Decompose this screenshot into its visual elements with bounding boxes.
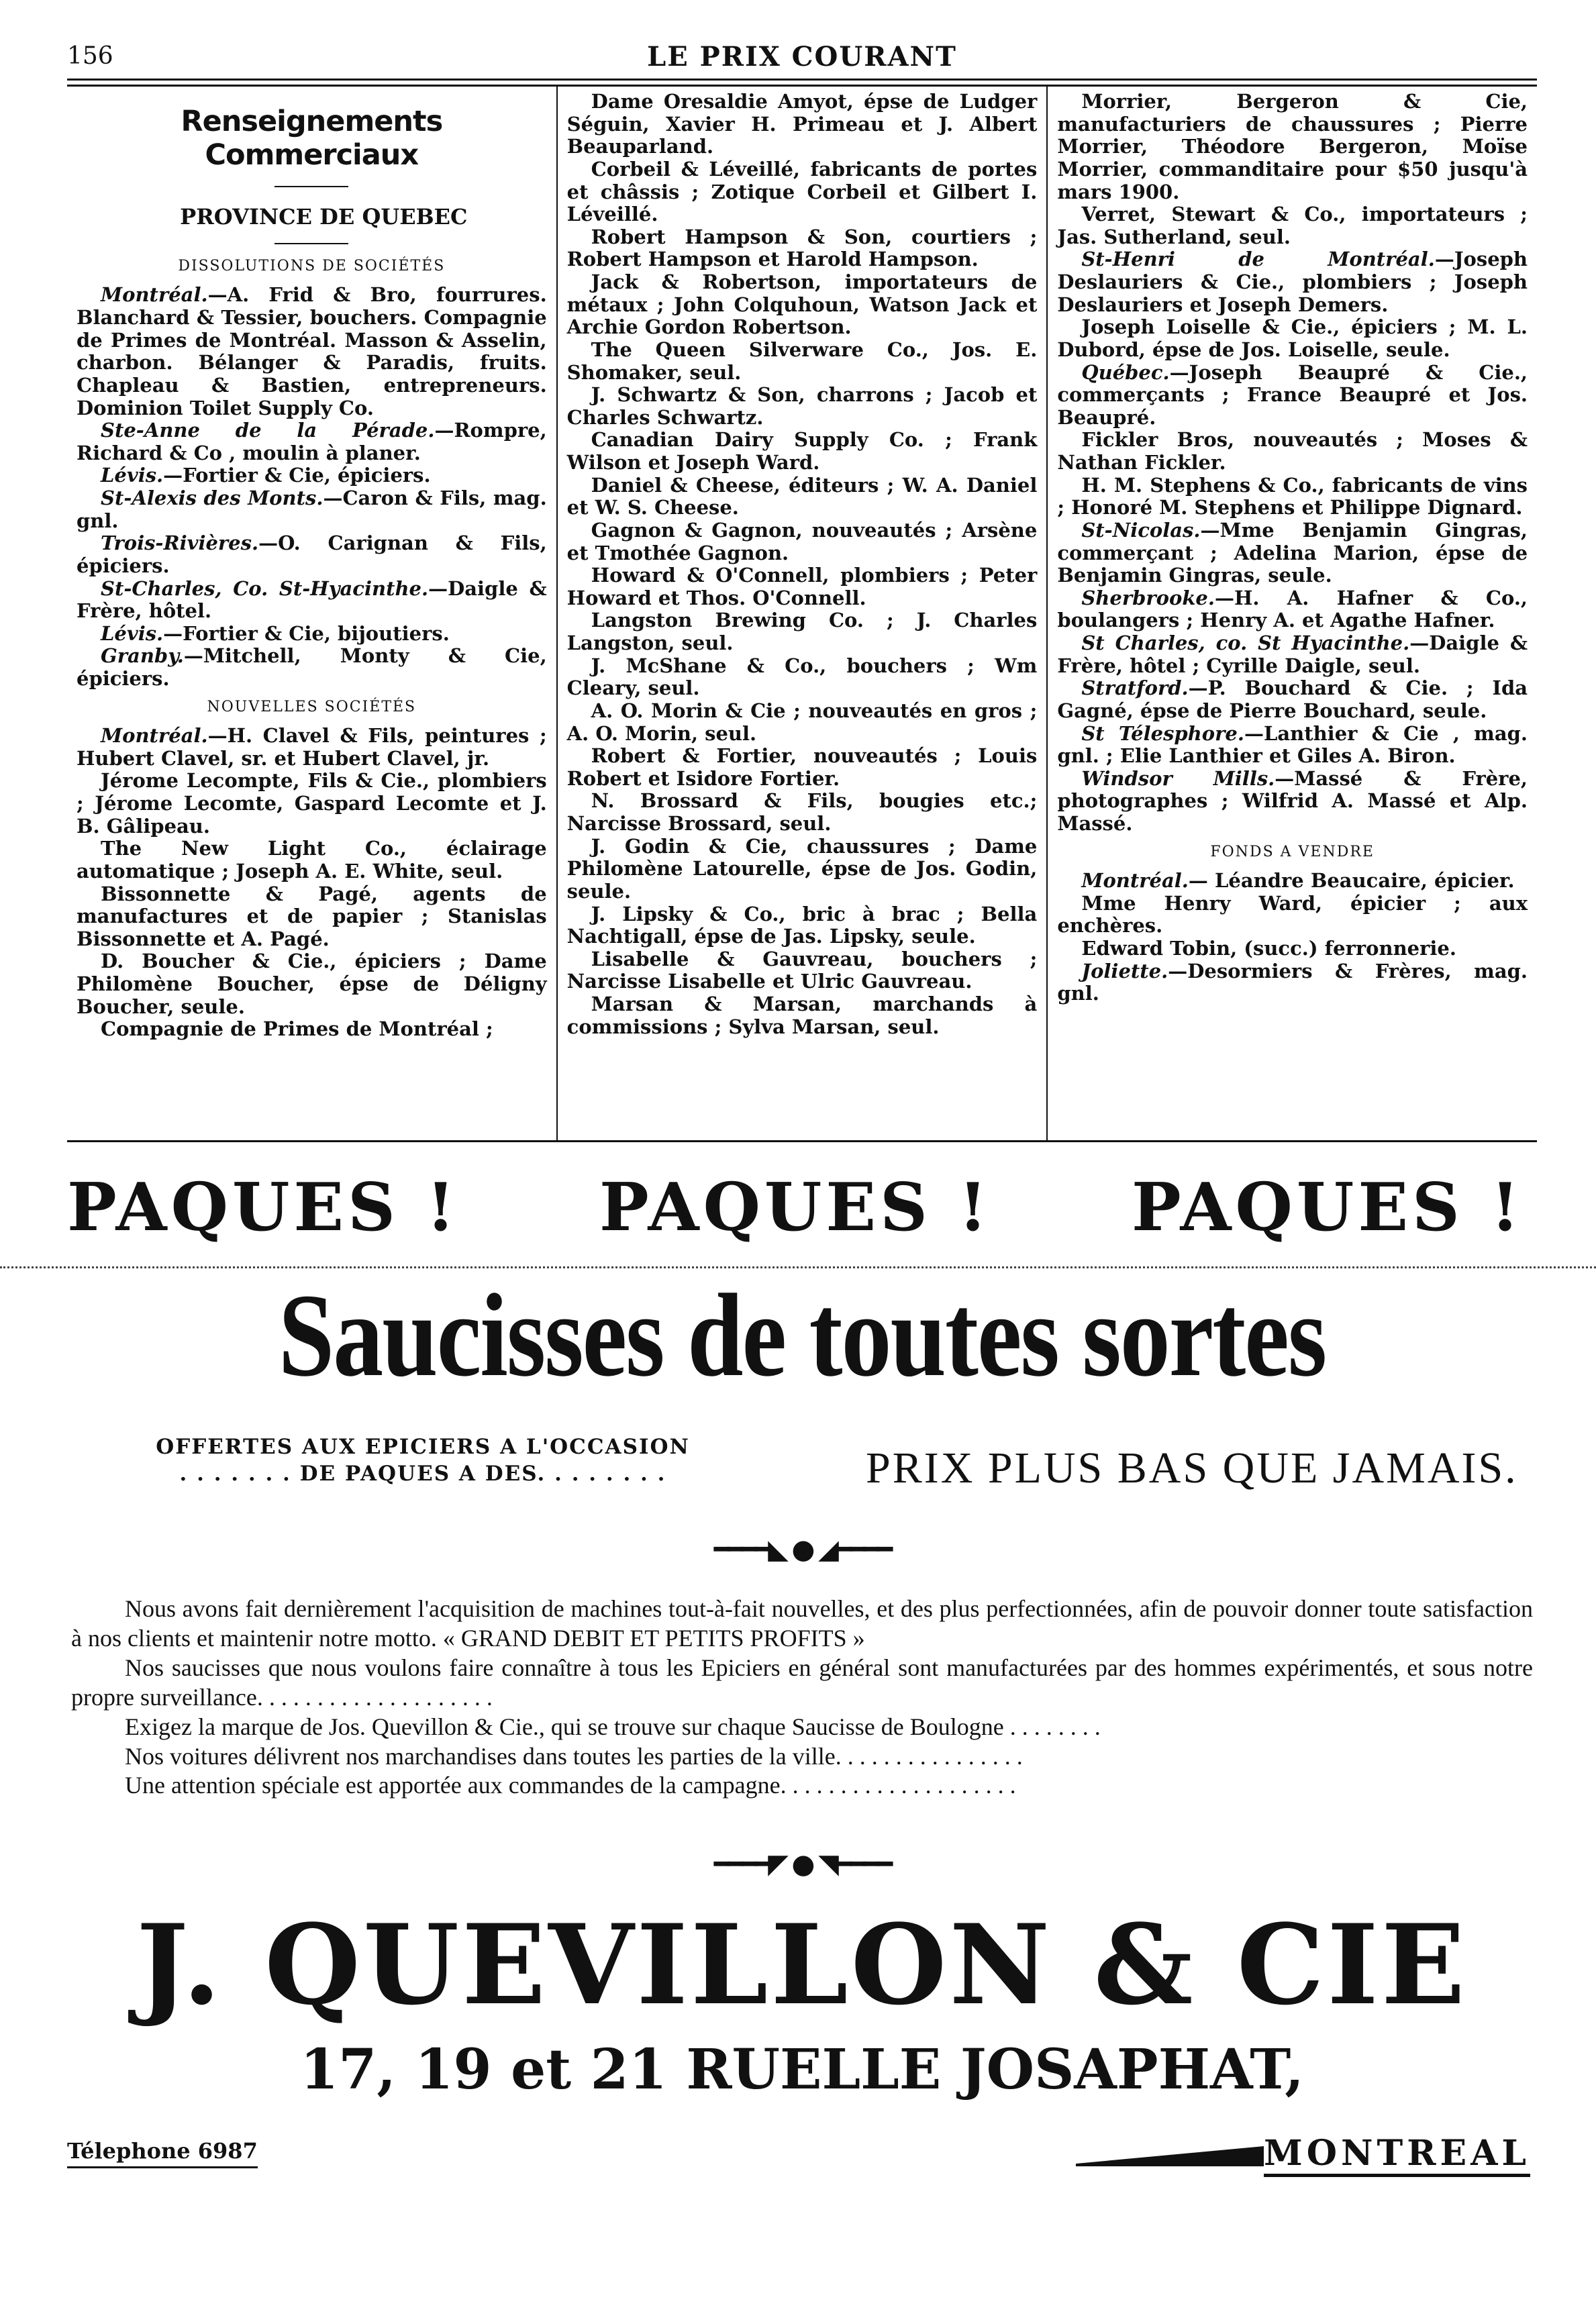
entry bbox=[1057, 91, 1528, 203]
dissolutions-list bbox=[77, 284, 547, 690]
place-name: St-Charles, Co. St-Hyacinthe. bbox=[101, 576, 429, 600]
city-block bbox=[1076, 2133, 1530, 2177]
company-name: J. QUEVILLON & CIE bbox=[136, 1900, 1468, 2030]
header-rule bbox=[67, 79, 1537, 87]
nouvelles-heading: NOUVELLES SOCIÉTÉS bbox=[207, 698, 417, 715]
entry-text: Morrier, Bergeron & Cie, manufacturiers de chaussures ; Pierre Morrier, Théodore Bergeron, Moïse Morrier, commanditaire pour $50 jusqu'à mars 1900. bbox=[1057, 90, 1528, 203]
offer-line-1: OFFERTES AUX EPICIERS A L'OCCASION bbox=[156, 1435, 690, 1459]
entry-text: —Joseph Beaupré & Cie., commerçants ; France Beaupré et Jos. Beaupré. bbox=[1057, 360, 1528, 429]
entry: The Queen Silverware Co., Jos. E. Shomaker, seul. bbox=[566, 338, 1038, 384]
entry bbox=[1057, 203, 1528, 248]
entry bbox=[77, 532, 547, 577]
ad-paragraph: Nous avons fait dernièrement l'acquisition de machines tout-à-fait nouvelles, et des plus perfectionnées, afin de pouvoir donner toute satisfaction à nos clients et maintenir notre motto. « GRAND DEBIT ET PETITS PROFITS » bbox=[71, 1595, 1533, 1652]
entry-text: —Massé & Frère, photographes ; Wilfrid A. Massé et Alp. Massé. bbox=[1057, 766, 1528, 835]
entry-text: —Mme Benjamin Gingras, commerçant ; Adelina Marion, épse de Benjamin Gingras, seule. bbox=[1057, 518, 1528, 587]
entry-text: Joseph Loiselle & Cie., épiciers ; M. L. Dubord, épse de Jos. Loiselle, seule. bbox=[1057, 315, 1528, 361]
entry-text: Verret, Stewart & Co., importateurs ; Jas. Sutherland, seul. bbox=[1057, 203, 1528, 248]
entry-text: —Fortier & Cie, bijoutiers. bbox=[163, 621, 450, 645]
column-1 bbox=[67, 87, 556, 1140]
entry-text: —Mitchell, Monty & Cie, épiciers. bbox=[77, 644, 547, 690]
place-name: Windsor Mills. bbox=[1081, 766, 1275, 790]
newspaper-page bbox=[67, 37, 1537, 2320]
offer-line-2: . . . . . . . DE PAQUES A DES. . . . . . . . bbox=[179, 1462, 666, 1486]
entry bbox=[1057, 429, 1528, 474]
entry bbox=[1057, 960, 1528, 1005]
place-name: Sherbrooke. bbox=[1081, 586, 1215, 609]
place-name: Lévis. bbox=[101, 464, 164, 487]
entry-text: —Fortier & Cie, épiciers. bbox=[163, 464, 431, 487]
entry-text: — Léandre Beaucaire, épicier. bbox=[1188, 869, 1515, 893]
entry-text: —Daigle & Frère, hôtel. bbox=[77, 576, 547, 623]
entry-text: —Rompre, Richard & Co , moulin à planer. bbox=[77, 419, 547, 464]
entry bbox=[1057, 587, 1528, 632]
place-name: St Télesphore. bbox=[1081, 721, 1244, 745]
entry bbox=[1057, 316, 1528, 361]
entry bbox=[77, 838, 547, 882]
place-name: St-Nicolas. bbox=[1081, 518, 1201, 542]
entry bbox=[1057, 870, 1528, 893]
offer-text bbox=[67, 1433, 779, 1488]
entry: Robert Hampson & Son, courtiers ; Robert Hampson et Harold Hampson. bbox=[566, 225, 1038, 271]
nouvelles-list bbox=[77, 725, 547, 1041]
entry-text: —Joseph Deslauriers & Cie., plombiers ; Joseph Deslauriers et Joseph Demers. bbox=[1057, 248, 1528, 316]
entry: Langston Brewing Co. ; J. Charles Langston, seul. bbox=[566, 609, 1038, 654]
entry bbox=[1057, 519, 1528, 587]
entry: J. McShane & Co., bouchers ; Wm Cleary, seul. bbox=[566, 654, 1038, 700]
entry-text: Compagnie de Primes de Montréal ; bbox=[101, 1017, 493, 1041]
offer-row bbox=[67, 1433, 1537, 1494]
entry bbox=[77, 578, 547, 623]
wedge-icon bbox=[1076, 2144, 1264, 2166]
entry bbox=[77, 419, 547, 464]
place-name: Québec. bbox=[1081, 360, 1170, 384]
entry: Howard & O'Connell, plombiers ; Peter Howard et Thos. O'Connell. bbox=[566, 564, 1038, 609]
place-name: Montréal. bbox=[101, 283, 208, 307]
column-2 bbox=[556, 87, 1047, 1140]
entry-text: Edward Tobin, (succ.) ferronnerie. bbox=[1081, 937, 1456, 960]
place-name: St-Henri de Montréal. bbox=[1081, 248, 1435, 271]
title-rule bbox=[275, 186, 348, 187]
entry bbox=[77, 645, 547, 690]
entry bbox=[1057, 362, 1528, 430]
ad-body bbox=[67, 1595, 1537, 1801]
province-heading: PROVINCE DE QUEBEC bbox=[180, 203, 468, 230]
entry bbox=[1057, 768, 1528, 836]
entry: N. Brossard & Fils, bougies etc.; Narcisse Brossard, seul. bbox=[566, 789, 1038, 835]
fonds-heading: FONDS A VENDRE bbox=[1210, 843, 1375, 860]
ornament-divider-icon: ━━━━◣ ● ◢━━━━ bbox=[713, 1534, 891, 1565]
column-3 bbox=[1046, 87, 1537, 1140]
entry-text: —Lanthier & Cie , mag. gnl. ; Elie Lanthier et Giles A. Biron. bbox=[1057, 721, 1528, 768]
column-3-list bbox=[1057, 91, 1528, 836]
entry-text: Fickler Bros, nouveautés ; Moses & Nathan Fickler. bbox=[1057, 428, 1528, 474]
entry bbox=[1057, 474, 1528, 519]
place-name: Stratford. bbox=[1081, 676, 1189, 700]
telephone: Télephone 6987 bbox=[67, 2138, 258, 2168]
ad-headline: Saucisses de toutes sortes bbox=[278, 1270, 1326, 1401]
entry: Robert & Fortier, nouveautés ; Louis Robert et Isidore Fortier. bbox=[566, 744, 1038, 790]
entry: Corbeil & Léveillé, fabricants de portes et châssis ; Zotique Corbeil et Gilbert I. Léveillé. bbox=[566, 157, 1038, 226]
paques-row bbox=[67, 1142, 1537, 1246]
entry: Dame Oresaldie Amyot, épse de Ludger Séguin, Xavier H. Primeau et J. Albert Beauparland. bbox=[566, 90, 1038, 158]
place-name: Lévis. bbox=[101, 621, 164, 645]
province-rule bbox=[275, 243, 348, 244]
place-name: Joliette. bbox=[1081, 959, 1168, 982]
entry bbox=[1057, 632, 1528, 677]
entry: J. Godin & Cie, chaussures ; Dame Philomène Latourelle, épse de Jos. Godin, seule. bbox=[566, 834, 1038, 903]
place-name: Granby. bbox=[101, 644, 184, 668]
journal-title: LE PRIX COURANT bbox=[647, 41, 957, 72]
paques-1: PAQUES ! bbox=[67, 1169, 460, 1246]
entry: Gagnon & Gagnon, nouveautés ; Arsène et Tmothée Gagnon. bbox=[566, 518, 1038, 564]
commercial-columns bbox=[67, 87, 1537, 1142]
entry-text: Bissonnette & Pagé, agents de manufactures et de papier ; Stanislas Bissonnette et A. Pagé. bbox=[77, 882, 547, 950]
entry: Canadian Dairy Supply Co. ; Frank Wilson et Joseph Ward. bbox=[566, 428, 1038, 474]
fonds-list bbox=[1057, 870, 1528, 1005]
entry bbox=[1057, 248, 1528, 316]
entry bbox=[77, 1018, 547, 1041]
place-name: Montréal. bbox=[101, 724, 208, 748]
entry bbox=[1057, 938, 1528, 960]
entry-text: —Desormiers & Frères, mag. gnl. bbox=[1057, 959, 1528, 1005]
entry-text: Jérome Lecompte, Fils & Cie., plombiers ; Jérome Lecomte, Gaspard Lecomte et J. B. Gâlipeau. bbox=[77, 769, 547, 838]
place-name: Montréal. bbox=[1081, 869, 1189, 893]
entry: Lisabelle & Gauvreau, bouchers ; Narcisse Lisabelle et Ulric Gauvreau. bbox=[566, 947, 1038, 993]
entry-text: —Caron & Fils, mag. gnl. bbox=[77, 487, 547, 532]
entry bbox=[77, 950, 547, 1018]
entry bbox=[77, 883, 547, 951]
entry-text: —A. Frid & Bro, fourrures. Blanchard & Tessier, bouchers. Compagnie de Primes de Montréal. Masson & Asselin, charbon. Bélanger & Paradis, fruits. Chapleau & Bastien, entrepreneurs. Dominion Toilet Supply Co. bbox=[77, 283, 547, 419]
entry bbox=[1057, 893, 1528, 938]
entry-text: —H. A. Hafner & Co., boulangers ; Henry A. et Agathe Hafner. bbox=[1057, 586, 1528, 632]
entry bbox=[77, 464, 547, 487]
entry bbox=[1057, 677, 1528, 722]
entry: J. Lipsky & Co., bric à brac ; Bella Nachtigall, épse de Jas. Lipsky, seule. bbox=[566, 902, 1038, 948]
entry-text: H. M. Stephens & Co., fabricants de vins ; Honoré M. Stephens et Philippe Dignard. bbox=[1057, 473, 1528, 519]
page-header bbox=[67, 37, 1537, 79]
column-2-list bbox=[567, 91, 1038, 1038]
entry bbox=[77, 284, 547, 419]
paques-2: PAQUES ! bbox=[599, 1169, 992, 1246]
ad-paragraph: Nos voitures délivrent nos marchandises dans toutes les parties de la ville. . . . . . . . . . . . . . . . bbox=[125, 1742, 1023, 1770]
entry bbox=[77, 487, 547, 532]
entry bbox=[1057, 723, 1528, 768]
entry bbox=[77, 770, 547, 838]
page-number: 156 bbox=[67, 42, 113, 70]
entry: Jack & Robertson, importateurs de métaux ; John Colquhoun, Watson Jack et Archie Gordon Robertson. bbox=[566, 270, 1038, 339]
ad-footer bbox=[67, 2125, 1537, 2192]
section-title: Renseignements Commerciaux bbox=[181, 105, 443, 172]
company-address: 17, 19 et 21 RUELLE JOSAPHAT, bbox=[300, 2037, 1304, 2103]
paques-3: PAQUES ! bbox=[1131, 1169, 1524, 1246]
dissolutions-heading: DISSOLUTIONS DE SOCIÉTÉS bbox=[178, 257, 446, 274]
entry-text: D. Boucher & Cie., épiciers ; Dame Philomène Boucher, épse de Déligny Boucher, seule. bbox=[77, 950, 547, 1018]
ornament-divider-icon: ━━━━◤ ● ◥━━━━ bbox=[713, 1849, 891, 1880]
ad-paragraph: Nos saucisses que nous voulons faire connaître à tous les Epiciers en général sont manufacturées par des hommes expérimentés, et sous notre propre surveillance. . . . . . . . . . . . . . . . . . . . bbox=[71, 1654, 1533, 1711]
place-name: Ste-Anne de la Pérade. bbox=[101, 419, 435, 442]
entry-text: Mme Henry Ward, épicier ; aux enchères. bbox=[1057, 891, 1528, 938]
ad-paragraph: Une attention spéciale est apportée aux commandes de la campagne. . . . . . . . . . . . . . . . . . . . bbox=[125, 1772, 1016, 1799]
entry-text: —P. Bouchard & Cie. ; Ida Gagné, épse de Pierre Bouchard, seule. bbox=[1057, 676, 1528, 722]
entry-text: —O. Carignan & Fils, épiciers. bbox=[77, 532, 547, 577]
prix-slogan: PRIX PLUS BAS QUE JAMAIS. bbox=[866, 1444, 1518, 1493]
city-name: MONTREAL bbox=[1264, 2133, 1530, 2177]
quevillon-advertisement bbox=[67, 1142, 1537, 2320]
entry: A. O. Morin & Cie ; nouveautés en gros ; A. O. Morin, seul. bbox=[566, 699, 1038, 745]
entry: Marsan & Marsan, marchands à commissions ; Sylva Marsan, seul. bbox=[566, 993, 1038, 1038]
entry-text: —H. Clavel & Fils, peintures ; Hubert Clavel, sr. et Hubert Clavel, jr. bbox=[77, 724, 547, 770]
entry: Daniel & Cheese, éditeurs ; W. A. Daniel et W. S. Cheese. bbox=[566, 473, 1038, 519]
entry bbox=[77, 623, 547, 646]
entry-text: —Daigle & Frère, hôtel ; Cyrille Daigle, seul. bbox=[1057, 632, 1528, 677]
entry bbox=[77, 725, 547, 770]
place-name: St Charles, co. St Hyacinthe. bbox=[1081, 632, 1410, 654]
place-name: St-Alexis des Monts. bbox=[101, 487, 323, 509]
ad-paragraph: Exigez la marque de Jos. Quevillon & Cie., qui se trouve sur chaque Saucisse de Boulogne . . . . . . . . bbox=[125, 1713, 1101, 1740]
place-name: Trois-Rivières. bbox=[101, 532, 259, 555]
entry: J. Schwartz & Son, charrons ; Jacob et Charles Schwartz. bbox=[566, 383, 1038, 429]
entry-text: The New Light Co., éclairage automatique ; Joseph A. E. White, seul. bbox=[77, 837, 547, 882]
